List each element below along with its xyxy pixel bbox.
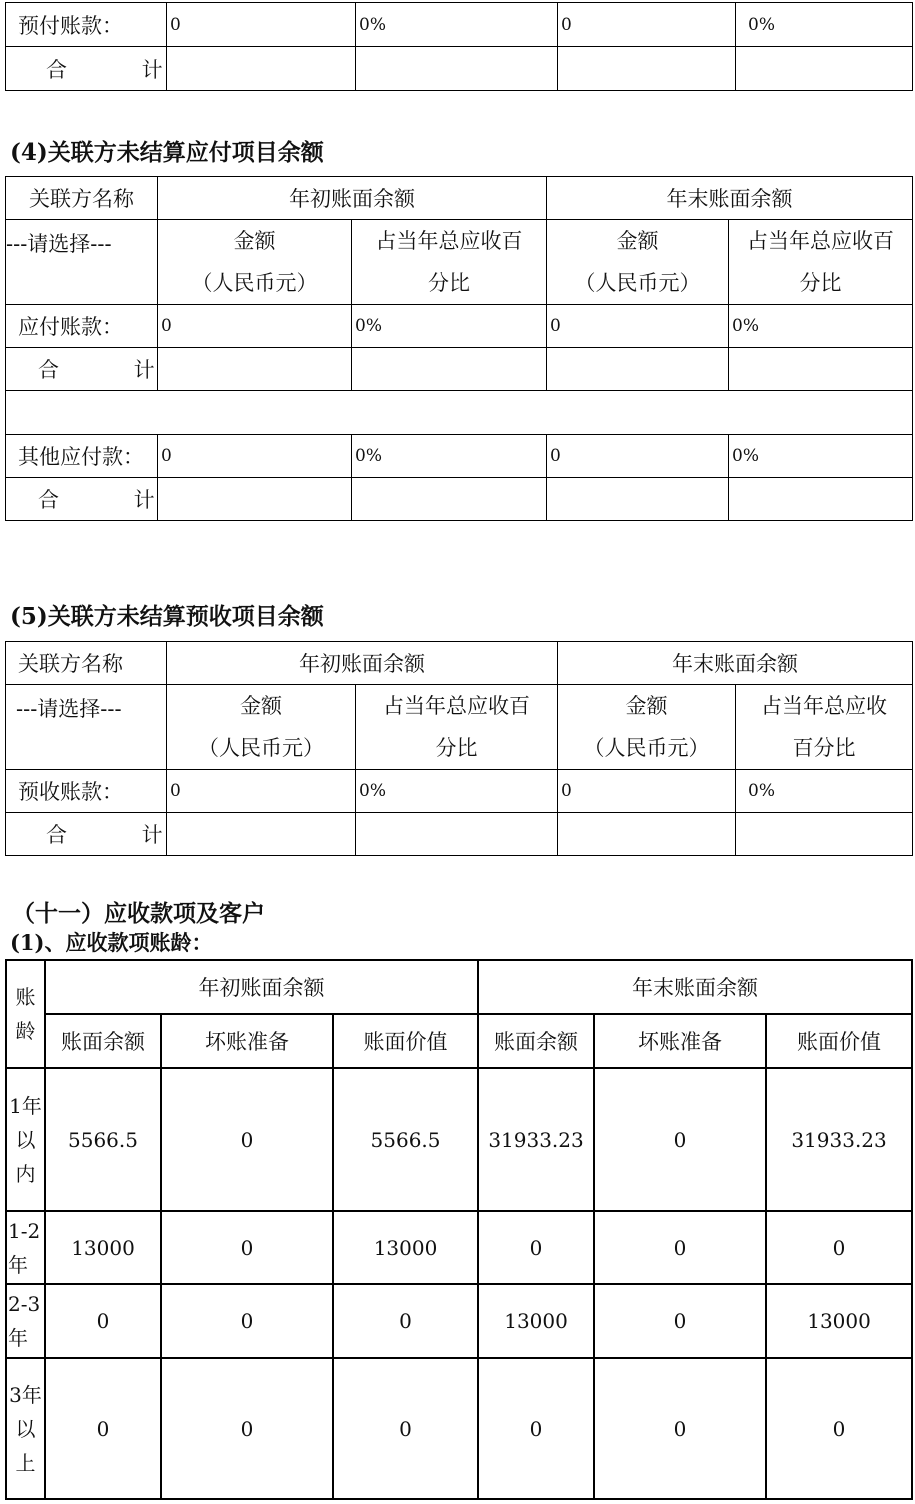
party-select[interactable]: ---请选择--- [6,685,167,770]
section-title: (4)关联方未结算应付项目余额 [10,139,324,166]
advance-receipt-table [5,641,913,856]
subheader-row [6,220,913,305]
age-label: 3年以上 [6,1358,45,1499]
cell: 0% [736,3,913,47]
amount-header: 金额 [240,694,282,718]
cell: 0 [478,1211,594,1284]
total-label: 合 计 [6,813,167,856]
currency-note: （人民币元） [574,271,701,295]
row-label: 其他应付款： [6,435,158,478]
cell: 0 [161,1068,333,1211]
col-header: 坏账准备 [161,1014,333,1068]
cell: 0 [333,1284,478,1358]
table-row [6,305,913,348]
cell: 0 [167,3,356,47]
col-header: 账面价值 [766,1014,912,1068]
cell: 0% [729,305,913,348]
percent-header: 占当年总应收 [761,694,887,718]
amount-header: 金额 [616,229,659,253]
cell: 0% [356,3,558,47]
header-row [6,960,912,1014]
age-label: 1-2年 [6,1211,45,1284]
spacer-row [6,391,913,435]
cell: 0% [356,770,558,813]
age-label: 2-3年 [6,1284,45,1358]
cell: 0 [594,1358,766,1499]
cell: 0% [352,305,547,348]
cell: 0 [478,1358,594,1499]
header-row [6,642,913,685]
cell: 0 [766,1211,912,1284]
total-row [6,47,913,91]
cell: 0% [729,435,913,478]
cell: 13000 [45,1211,161,1284]
section-title: (5)关联方未结算预收项目余额 [10,603,324,630]
percent-header-cont: 百分比 [792,736,856,760]
row-label: 预收账款： [6,770,167,813]
cell: 0 [594,1068,766,1211]
cell: 0 [594,1284,766,1358]
amount-header: 金额 [625,694,668,718]
row-label: 预付账款： [6,3,167,47]
begin-balance-header: 年初账面余额 [45,960,478,1014]
cell: 0% [352,435,547,478]
table-row [6,1068,912,1211]
col-header: 坏账准备 [594,1014,766,1068]
cell: 0% [736,770,913,813]
payable-table [5,176,913,521]
table-row [6,1284,912,1358]
subheader-row [6,1014,912,1068]
end-balance-header: 年末账面余额 [478,960,912,1014]
currency-note: （人民币元） [198,736,324,760]
cell: 0 [547,435,729,478]
percent-header-cont: 分比 [428,271,470,295]
cell: 0 [547,305,729,348]
prepaid-table [5,2,913,91]
cell: 5566.5 [333,1068,478,1211]
total-label: 合 计 [6,348,158,391]
party-header: 关联方名称 [6,177,158,220]
total-label: 合 计 [6,47,167,91]
table-row [6,770,913,813]
cell: 0 [558,3,736,47]
subheader-row [6,685,913,770]
col-header: 账面余额 [478,1014,594,1068]
cell: 0 [766,1358,912,1499]
party-select[interactable]: ---请选择--- [6,220,158,305]
age-header: 账龄 [6,960,45,1068]
total-row [6,813,913,856]
currency-note: （人民币元） [583,736,710,760]
cell: 0 [45,1284,161,1358]
end-balance-header: 年末账面余额 [558,642,913,685]
cell: 0 [161,1211,333,1284]
cell: 13000 [333,1211,478,1284]
section-title: （十一）应收款项及客户 [12,900,265,927]
table-row [6,3,913,47]
table-row [6,1358,912,1499]
cell: 0 [558,770,736,813]
total-row [6,348,913,391]
cell: 0 [333,1358,478,1499]
col-header: 账面价值 [333,1014,478,1068]
percent-header: 占当年总应收百 [375,229,523,253]
table-row [6,1211,912,1284]
amount-header: 金额 [233,229,276,253]
begin-balance-header: 年初账面余额 [158,177,547,220]
party-header: 关联方名称 [6,642,167,685]
cell: 13000 [766,1284,912,1358]
section-subtitle: (1)、应收款项账龄： [10,930,213,955]
cell: 0 [167,770,356,813]
cell: 13000 [478,1284,594,1358]
header-row [6,177,913,220]
percent-header: 占当年总应收百 [383,694,530,718]
age-label: 1年以内 [6,1068,45,1211]
cell: 0 [45,1358,161,1499]
table-row [6,435,913,478]
cell: 0 [594,1211,766,1284]
total-row [6,478,913,521]
cell: 0 [158,435,352,478]
cell: 5566.5 [45,1068,161,1211]
end-balance-header: 年末账面余额 [547,177,913,220]
cell: 0 [158,305,352,348]
cell: 0 [161,1284,333,1358]
currency-note: （人民币元） [191,271,318,295]
begin-balance-header: 年初账面余额 [167,642,558,685]
col-header: 账面余额 [45,1014,161,1068]
percent-header: 占当年总应收百 [747,229,894,253]
cell: 31933.23 [766,1068,912,1211]
cell: 31933.23 [478,1068,594,1211]
cell: 0 [161,1358,333,1499]
receivable-aging-table [5,959,913,1500]
total-label: 合 计 [6,478,158,521]
percent-header-cont: 分比 [435,736,478,760]
row-label: 应付账款： [6,305,158,348]
percent-header-cont: 分比 [799,271,842,295]
